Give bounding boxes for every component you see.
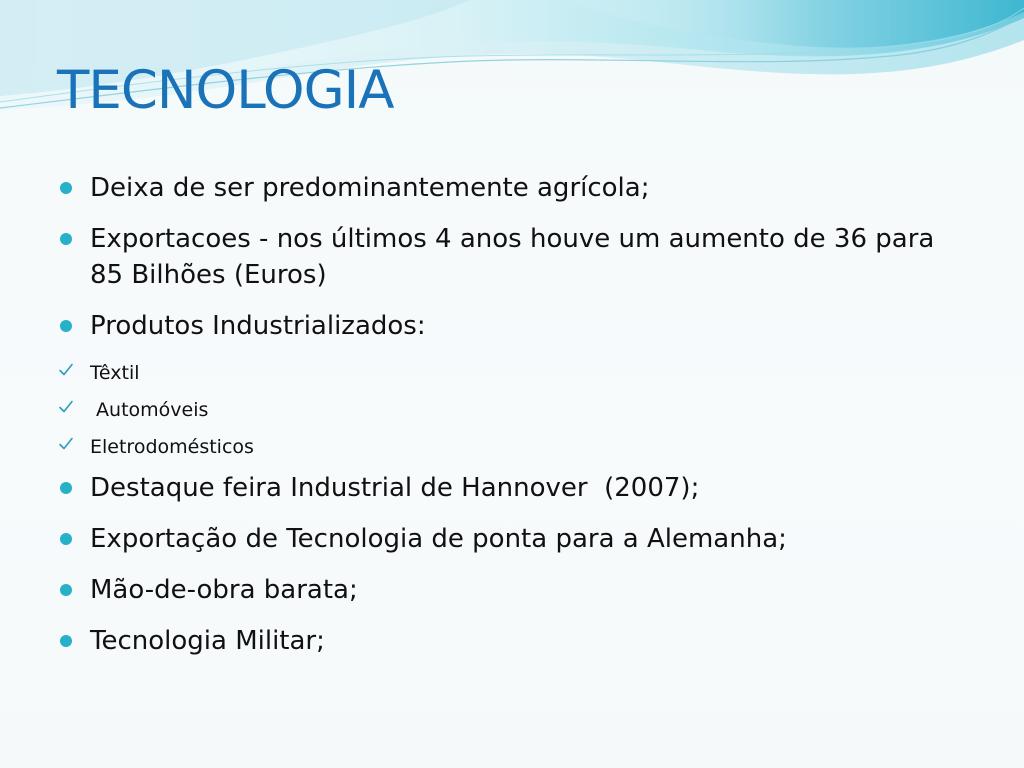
- dot-bullet-icon: [60, 320, 72, 332]
- list-item-text: Produtos Industrializados:: [90, 311, 426, 341]
- bullet-list: [58, 170, 958, 674]
- list-item: [58, 521, 958, 557]
- list-item: [58, 572, 958, 608]
- list-item-text: Exportacoes - nos últimos 4 anos houve um aumento de 36 para 85 Bilhões (Euros): [90, 224, 935, 290]
- sub-list-item-text: Eletrodomésticos: [90, 436, 254, 458]
- list-item: [58, 623, 958, 659]
- checkmark-icon: [58, 399, 74, 415]
- dot-bullet-icon: [60, 233, 72, 245]
- dot-bullet-icon: [60, 482, 72, 494]
- list-item: [58, 470, 958, 506]
- dot-bullet-icon: [60, 584, 72, 596]
- list-item-text: Deixa de ser predominantemente agrícola;: [90, 173, 650, 203]
- slide-title: TECNOLOGIA: [57, 60, 394, 121]
- sub-list-item: [58, 396, 958, 424]
- dot-bullet-icon: [60, 635, 72, 647]
- sub-list-item: [58, 433, 958, 461]
- dot-bullet-icon: [60, 182, 72, 194]
- sub-list-item: [58, 359, 958, 387]
- dot-bullet-icon: [60, 533, 72, 545]
- list-item: [58, 308, 958, 344]
- list-item-text: Tecnologia Militar;: [90, 626, 325, 656]
- checkmark-icon: [58, 362, 74, 378]
- list-item: [58, 221, 958, 293]
- list-item-text: Mão-de-obra barata;: [90, 575, 358, 605]
- checkmark-icon: [58, 436, 74, 452]
- sub-list-item-text: Têxtil: [90, 362, 140, 384]
- list-item-text: Destaque feira Industrial de Hannover (2007);: [90, 473, 700, 503]
- list-item-text: Exportação de Tecnologia de ponta para a Alemanha;: [90, 524, 787, 554]
- list-item: [58, 170, 958, 206]
- sub-list-item-text: Automóveis: [90, 399, 209, 421]
